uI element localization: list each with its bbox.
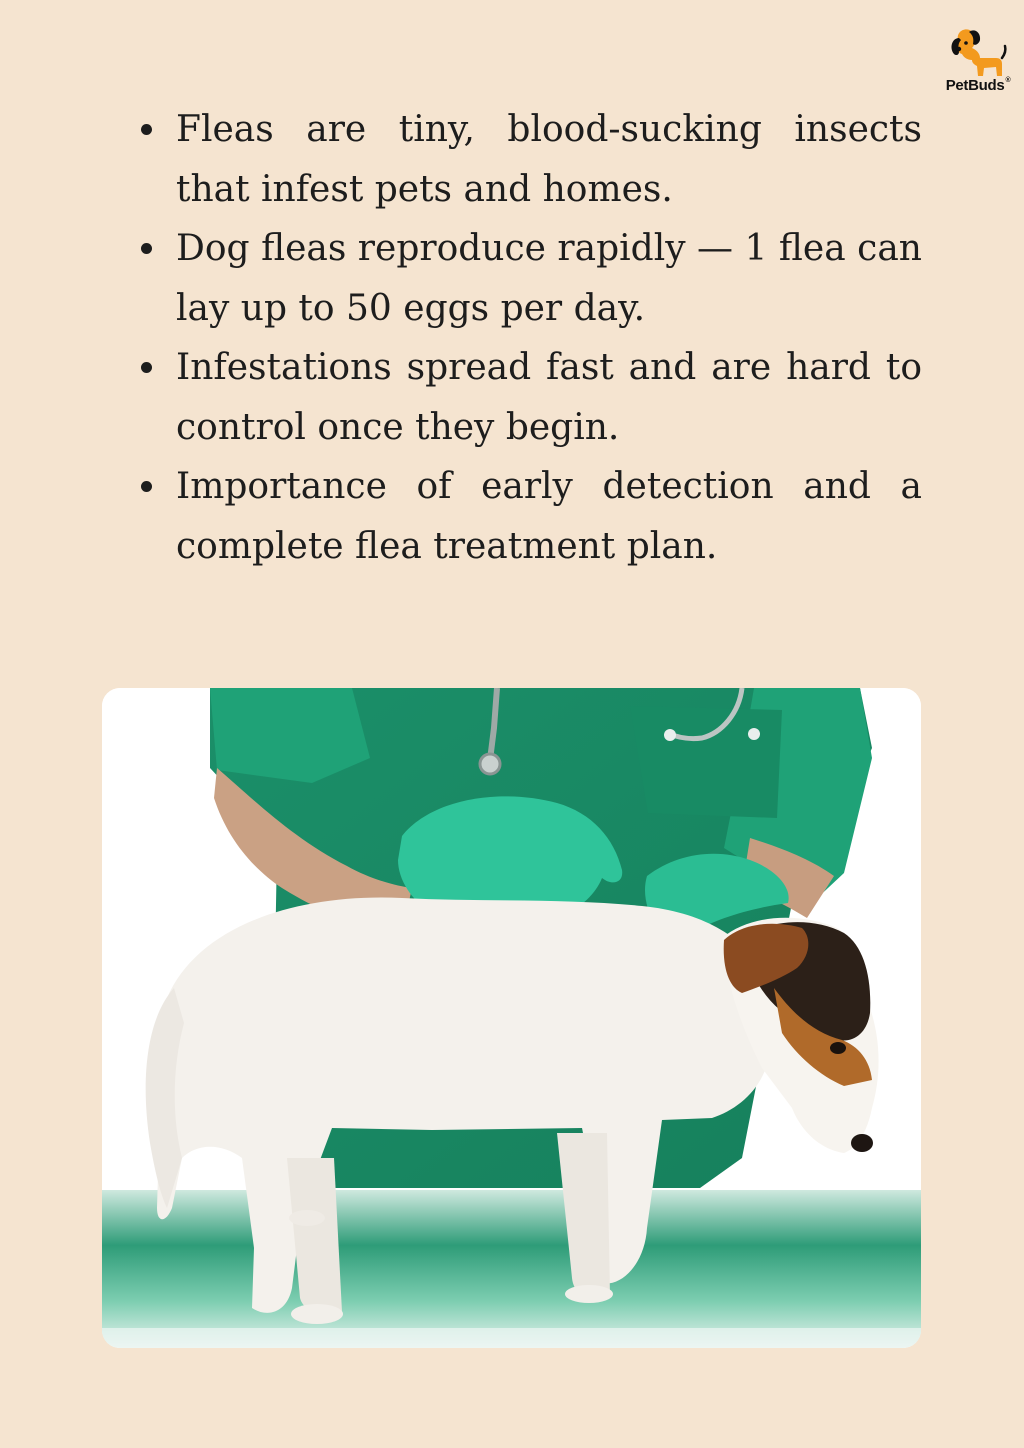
list-item: [138, 100, 922, 219]
dog-logo-icon: [944, 26, 1008, 80]
bullet-text: Fleas are tiny, blood-sucking insects that infest pets and homes.: [176, 109, 922, 210]
exam-table: [102, 1190, 921, 1348]
list-item: [138, 219, 922, 338]
bullet-icon: [141, 124, 152, 135]
vet-checking-dog-photo: [102, 688, 921, 1348]
bullet-text: Importance of early detection and a complete flea treatment plan.: [176, 466, 922, 567]
registered-mark: ®: [1005, 77, 1011, 84]
dog-eye: [830, 1042, 846, 1054]
petbuds-logo: [936, 26, 1020, 98]
photo-illustration: [102, 688, 921, 1348]
list-item: [138, 338, 922, 457]
flea-facts-list: [138, 100, 922, 576]
scrub-pocket: [630, 706, 782, 818]
logo-wordmark: [936, 77, 1020, 94]
bullet-text: Infestations spread fast and are hard to control once they begin.: [176, 347, 922, 448]
logo-text: PetBuds: [945, 77, 1005, 94]
bullet-icon: [141, 481, 152, 492]
bullet-icon: [141, 243, 152, 254]
bullet-text: Dog fleas reproduce rapidly — 1 flea can lay up to 50 eggs per day.: [176, 228, 922, 329]
dog-nose-icon: [851, 1134, 873, 1152]
bullet-icon: [141, 362, 152, 373]
list-item: [138, 457, 922, 576]
